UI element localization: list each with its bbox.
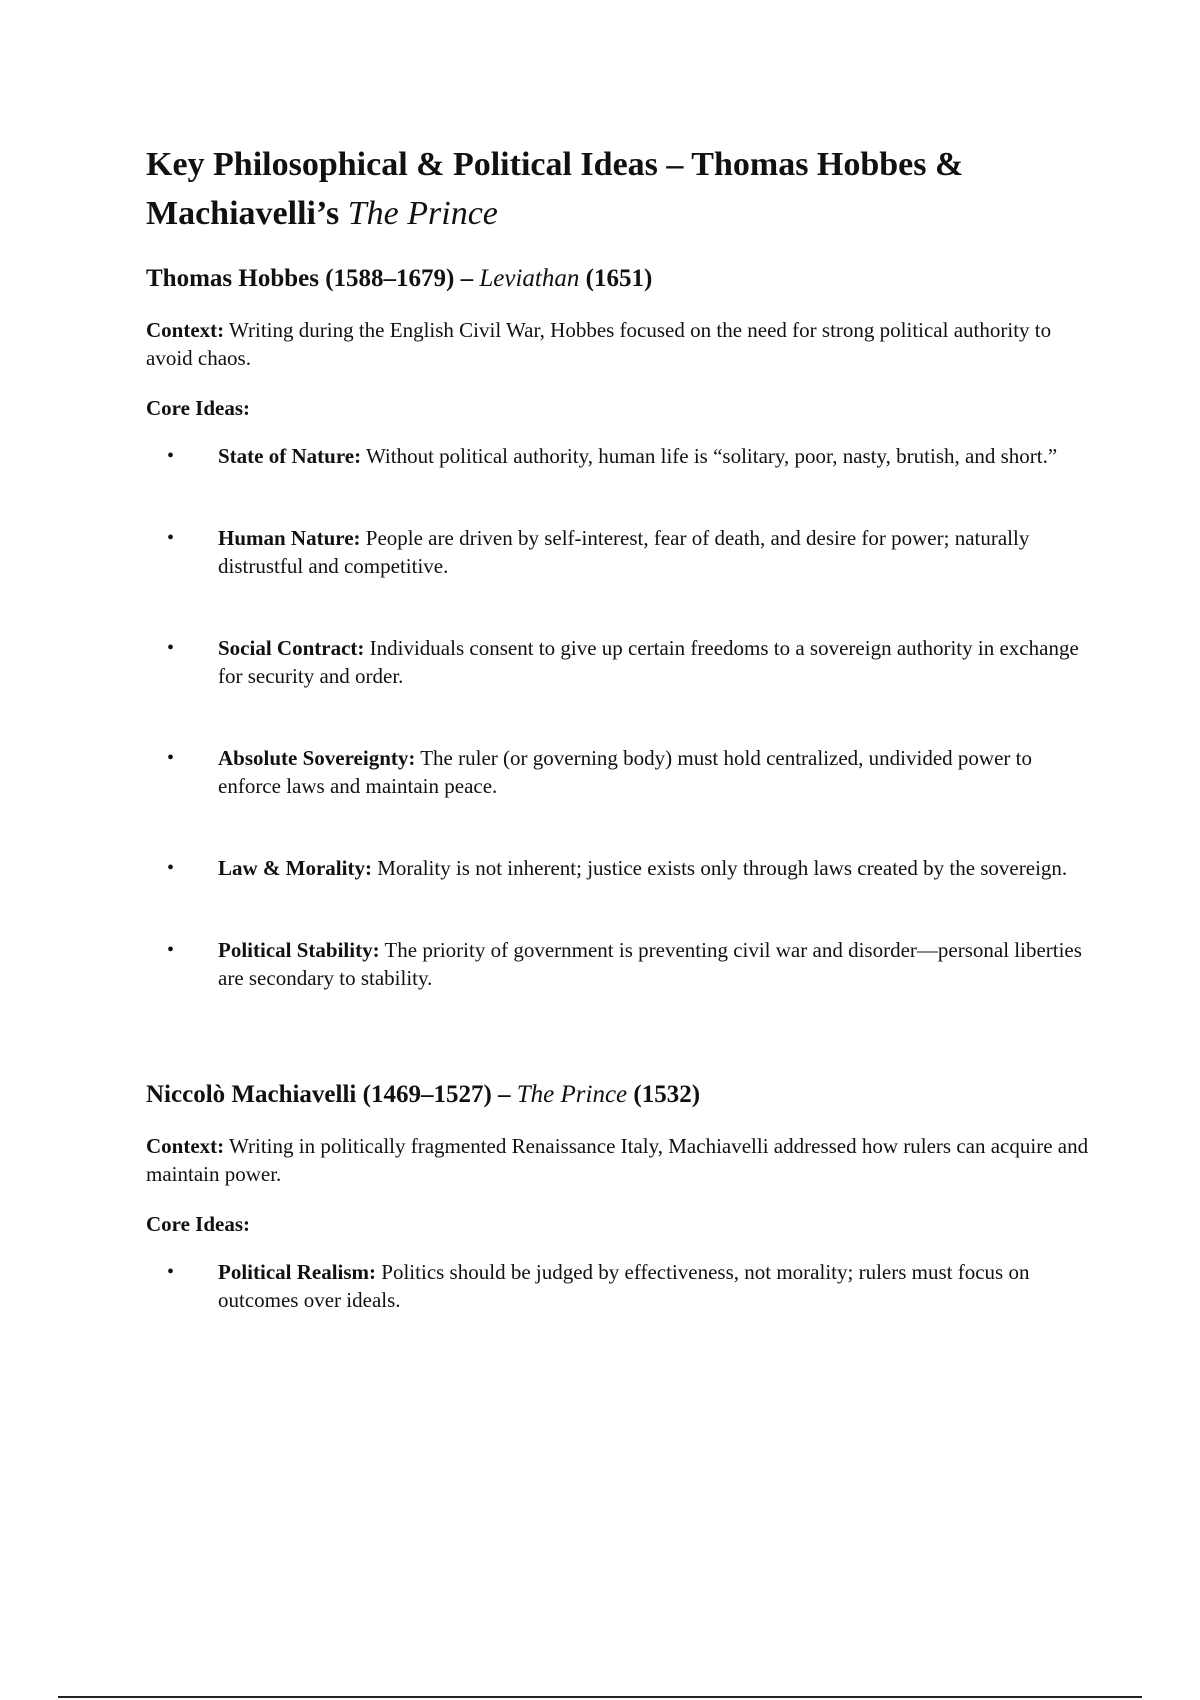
list-item xyxy=(146,854,1096,882)
idea-term: Human Nature: xyxy=(218,526,361,550)
idea-text: Without political authority, human life is “solitary, poor, nasty, brutish, and short.” xyxy=(361,444,1058,468)
list-item xyxy=(146,936,1096,992)
context-text: Writing in politically fragmented Renaissance Italy, Machiavelli addressed how rulers can acquire and maintain power. xyxy=(146,1134,1089,1186)
list-item xyxy=(146,1258,1096,1314)
heading-suffix: (1651) xyxy=(579,265,653,292)
bullet-icon: • xyxy=(167,747,175,769)
idea-term: Social Contract: xyxy=(218,636,365,660)
bullet-icon: • xyxy=(167,939,175,961)
list-item xyxy=(146,744,1096,800)
idea-term: Absolute Sovereignty: xyxy=(218,746,416,770)
idea-text: The priority of government is preventing civil war and disorder—personal liberties are secondary to stability. xyxy=(218,938,1082,990)
context-label: Context: xyxy=(146,1134,225,1158)
core-ideas-label-hobbes: Core Ideas: xyxy=(146,396,251,420)
idea-text: Morality is not inherent; justice exists only through laws created by the sovereign. xyxy=(371,856,1068,880)
core-ideas-list-machiavelli xyxy=(146,1258,1096,1314)
bullet-icon: • xyxy=(167,637,175,659)
idea-term: State of Nature: xyxy=(218,444,362,468)
bullet-icon: • xyxy=(167,1261,175,1283)
bullet-icon: • xyxy=(167,527,175,549)
idea-text: People are driven by self-interest, fear of death, and desire for power; naturally distrustful and competitive. xyxy=(218,526,1030,578)
document-title-italic: The Prince xyxy=(347,195,498,232)
idea-text: Individuals consent to give up certain freedoms to a sovereign authority in exchange for security and order. xyxy=(218,636,1079,688)
section-heading-hobbes xyxy=(146,262,1096,296)
idea-text: Politics should be judged by effectiveness, not morality; rulers must focus on outcomes over ideals. xyxy=(218,1260,1030,1312)
list-item xyxy=(146,524,1096,580)
document-page xyxy=(146,140,1096,1314)
idea-text: The ruler (or governing body) must hold centralized, undivided power to enforce laws and maintain peace. xyxy=(218,746,1032,798)
section-hobbes xyxy=(146,262,1096,992)
footer-divider xyxy=(58,1696,1142,1698)
context-paragraph-hobbes xyxy=(146,316,1096,372)
core-ideas-label-machiavelli: Core Ideas: xyxy=(146,1212,251,1236)
list-item xyxy=(146,634,1096,690)
heading-work-title: The Prince xyxy=(516,1081,628,1108)
context-paragraph-machiavelli xyxy=(146,1132,1096,1188)
section-heading-machiavelli xyxy=(146,1078,1096,1112)
idea-term: Law & Morality: xyxy=(218,856,372,880)
document-title xyxy=(146,140,1096,238)
idea-term: Political Realism: xyxy=(218,1260,377,1284)
heading-work-title: Leviathan xyxy=(479,265,580,292)
heading-prefix: Niccolò Machiavelli (1469–1527) – xyxy=(146,1081,517,1108)
context-text: Writing during the English Civil War, Hobbes focused on the need for strong political authority to avoid chaos. xyxy=(146,318,1052,370)
list-item xyxy=(146,442,1096,470)
context-label: Context: xyxy=(146,318,225,342)
idea-term: Political Stability: xyxy=(218,938,380,962)
bullet-icon: • xyxy=(167,445,175,467)
section-machiavelli xyxy=(146,1078,1096,1314)
document-title-main: Key Philosophical & Political Ideas – Thomas Hobbes & Machiavelli’s xyxy=(146,146,964,232)
heading-prefix: Thomas Hobbes (1588–1679) – xyxy=(146,265,480,292)
bullet-icon: • xyxy=(167,857,175,879)
heading-suffix: (1532) xyxy=(627,1081,701,1108)
core-ideas-list-hobbes xyxy=(146,442,1096,992)
